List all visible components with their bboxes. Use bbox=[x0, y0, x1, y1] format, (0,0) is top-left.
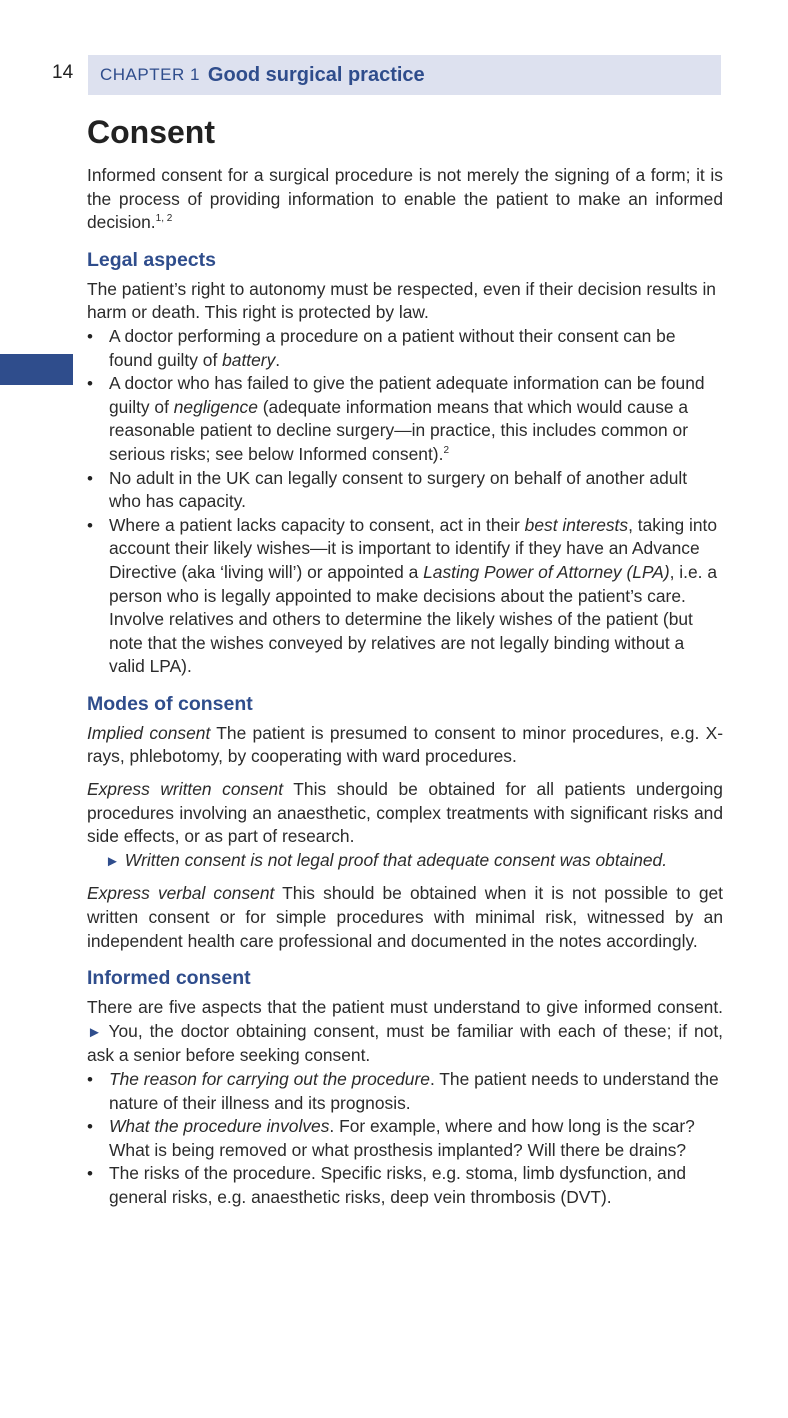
chapter-thumb-tab bbox=[0, 354, 73, 385]
chapter-title: Good surgical practice bbox=[207, 63, 425, 86]
section-heading-modes: Modes of consent bbox=[87, 692, 253, 715]
section-heading-informed: Informed consent bbox=[87, 967, 251, 990]
informed-bullet-list bbox=[87, 1068, 723, 1210]
informed-paragraph: There are five aspects that the patient must understand to give informed consent. ► You, the doctor obtaining consent, must be familiar with each of these; if not, ask a senior before seeking consent. bbox=[87, 997, 723, 1066]
list-item: • What the procedure involves. For example, where and how long is the scar? What is being removed or what prosthesis implanted? Will there be drains? bbox=[87, 1115, 723, 1162]
list-item: • No adult in the UK can legally consent to surgery on behalf of another adult who has capacity. bbox=[87, 467, 723, 514]
implied-consent-paragraph: Implied consent The patient is presumed to consent to minor procedures, e.g. X-rays, phlebotomy, by cooperating with ward procedures. bbox=[87, 722, 723, 767]
list-item: • A doctor who has failed to give the patient adequate information can be found guilty of negligence (adequate information means that which would cause a reasonable patient to decline surgery—in practice, this includes common or serious risks; see below Informed consent).$^2$ bbox=[87, 372, 723, 466]
list-item: • The risks of the procedure. Specific risks, e.g. stoma, limb dysfunction, and general risks, e.g. anaesthetic risks, deep vein thrombosis (DVT). bbox=[87, 1162, 723, 1209]
verbal-consent-paragraph: Express verbal consent This should be obtained when it is not possible to get written consent or for simple procedures with minimal risk, witnessed by an independent health care professional and documented in the notes accordingly. bbox=[87, 883, 723, 951]
page-title: Consent bbox=[87, 114, 215, 150]
written-consent-paragraph: Express written consent This should be obtained for all patients undergoing procedures involving an anaesthetic, complex treatments with significant risks and side effects, or as part of research. bbox=[87, 779, 723, 847]
section-heading-legal: Legal aspects bbox=[87, 248, 216, 271]
written-consent-note: ► Written consent is not legal proof that adequate consent was obtained. bbox=[105, 849, 668, 870]
page-body bbox=[87, 112, 723, 1210]
arrow-icon: ► bbox=[105, 852, 120, 870]
page-number: 14 bbox=[52, 62, 74, 83]
intro-paragraph: Informed consent for a surgical procedure is not merely the signing of a form; it is the process of providing information to enable the patient to make an informed decision.$^{1, 2}$ bbox=[87, 165, 723, 233]
list-item: • The reason for carrying out the procedure. The patient needs to understand the nature of their illness and its prognosis. bbox=[87, 1068, 723, 1115]
list-item: • Where a patient lacks capacity to consent, act in their best interests, taking into account their likely wishes—it is important to identify if they have an Advance Directive (aka ‘living will’) or appointed a Lasting Power of Attorney (LPA), i.e. a person who is legally appointed to make decisions about the patient’s care. Involve relatives and others to determine the likely wishes of the patient (but note that the wishes conveyed by relatives are not legally binding without a valid LPA). bbox=[87, 514, 723, 679]
legal-bullet-list bbox=[87, 325, 723, 679]
chapter-header bbox=[88, 55, 721, 95]
legal-paragraph: The patient’s right to autonomy must be respected, even if their decision results in harm or death. This right is protected by law. bbox=[87, 278, 716, 323]
list-item: • A doctor performing a procedure on a patient without their consent can be found guilty of battery. bbox=[87, 325, 723, 372]
arrow-icon: ► bbox=[87, 1023, 102, 1041]
chapter-label: CHAPTER 1 bbox=[100, 65, 200, 84]
